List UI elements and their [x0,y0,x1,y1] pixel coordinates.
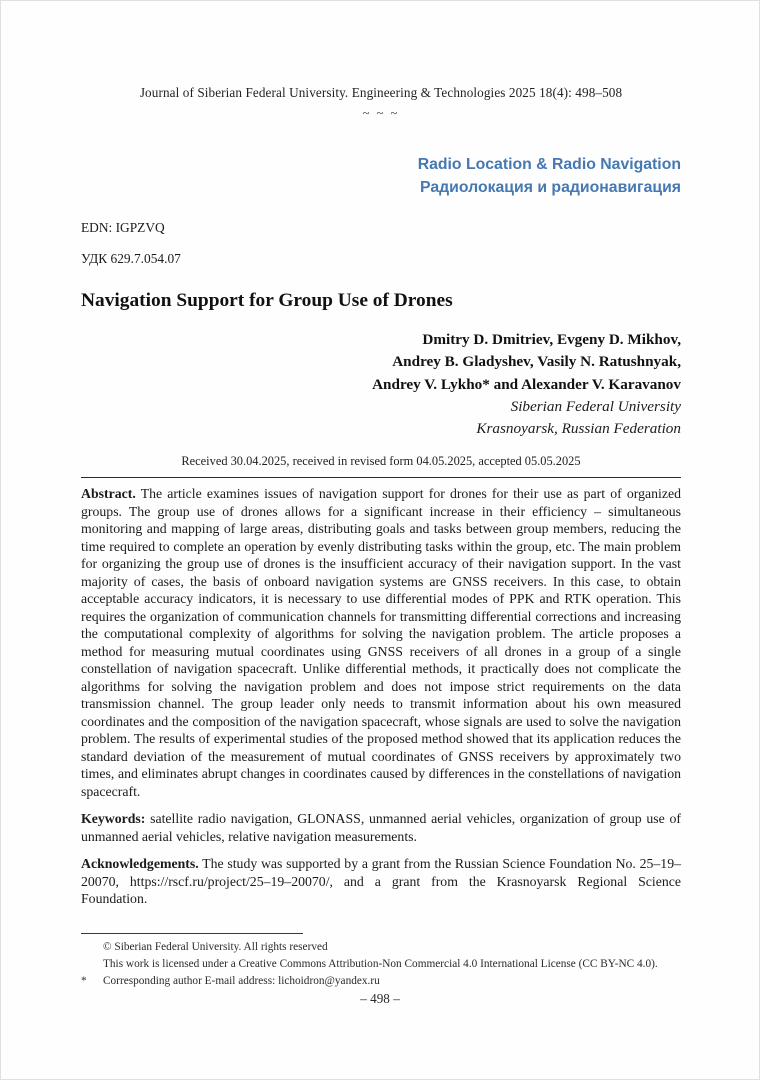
udk-code: УДК 629.7.054.07 [81,251,181,266]
page-number: – 498 – [360,991,400,1006]
affiliation-name: Siberian Federal University [510,398,681,416]
footnote-divider [81,933,303,934]
author-line: Andrey V. Lykho* and Alexander V. Karavanov [372,375,681,393]
edn-code: EDN: IGPZVQ [81,220,165,235]
author-line: Andrey B. Gladyshev, Vasily N. Ratushnyak, [392,353,681,371]
affiliation-location: Krasnoyarsk, Russian Federation [476,419,681,437]
abstract-label: Abstract. [81,486,136,502]
copyright-line: © Siberian Federal University. All rights reserved [103,941,328,953]
acknowledgements-text: The study was supported by a grant from the Russian Science Foundation No. 25–19–20070, https://rscf.ru/project/25–19–20070/, and a grant from the Krasnoyarsk Regional Science Foundation. [81,856,682,907]
section-heading [81,153,681,199]
tilde-separator: ~ ~ ~ [362,106,400,120]
abstract-paragraph [81,485,681,800]
section-heading-ru: Радиолокация и радионавигация [420,179,681,196]
keywords-paragraph [81,810,681,845]
corresponding-author-text: Corresponding author E-mail address: lichoidron@yandex.ru [103,974,380,987]
acknowledgements-paragraph [81,855,681,908]
keywords-text: satellite radio navigation, GLONASS, unmanned aerial vehicles, organization of group use of unmanned aerial vehicles, relative navigation measurements. [81,811,681,844]
corresponding-author-line [81,973,681,990]
acknowledgements-label: Acknowledgements. [81,856,199,872]
affiliation-block [81,396,681,439]
author-line: Dmitry D. Dmitriev, Evgeny D. Mikhov, [422,331,681,348]
abstract-divider [81,477,681,478]
footnote-block [81,933,681,989]
license-line: This work is licensed under a Creative Commons Attribution-Non Commercial 4.0 International License (CC BY-NC 4.0). [103,957,658,970]
section-heading-en: Radio Location & Radio Navigation [417,156,681,173]
authors-block [81,329,681,396]
keywords-label: Keywords: [81,811,146,827]
footnote-asterisk: * [81,974,87,987]
abstract-text: The article examines issues of navigation support for drones for their use as part of organized groups. The group use of drones allows for a significant increase in their efficiency – simultaneous monitoring and mapping of large areas, distributing goals and tasks between group members, reducing the time required to complete an operation by evenly distributing tasks within the group, etc. The main problem for organizing the group use of drones is the insufficient accuracy of their navigation support. In the vast majority of cases, the basis of onboard navigation systems are GNSS receivers. In this case, to obtain acceptable accuracy indicators, it is necessary to use differential modes of PPK and RTK operation. This requires the organization of communication channels for transmitting differential corrections and increasing the computational complexity of algorithms for solving the navigation problem. The article proposes a method for measuring mutual coordinates using GNSS receivers of all drones in a group of a single constellation of navigation spacecraft. Unlike differential methods, it practically does not complicate the algorithms for solving the navigation problem and does not impose strict requirements on the data transmission channel. The group leader only needs to transmit information about his own measured coordinates and the composition of the navigation spacecraft, whose signals are used to solve the navigation problem. The results of experimental studies of the proposed method showed that its application reduces the standard deviation of the measurement of mutual coordinates of GNSS receivers by approximately two times, and eliminates abrupt changes in coordinates caused by differences in the constellations of navigation spacecraft. [81,486,681,799]
article-title: Navigation Support for Group Use of Drones [81,290,453,311]
received-line: Received 30.04.2025, received in revised form 04.05.2025, accepted 05.05.2025 [181,454,581,469]
journal-header-line: Journal of Siberian Federal University. Engineering & Technologies 2025 18(4): 498–508 [139,85,623,100]
